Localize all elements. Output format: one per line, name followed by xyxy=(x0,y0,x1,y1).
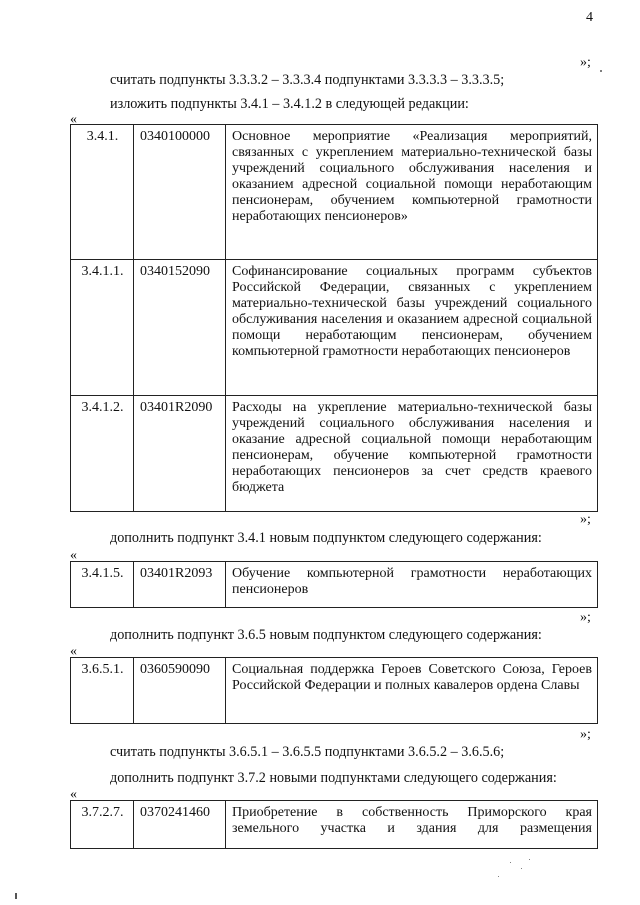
table-row xyxy=(71,801,598,849)
row-kbk: 0340152090 xyxy=(134,260,226,396)
quote-open-4: « xyxy=(70,787,77,802)
quote-close-0: »; xyxy=(580,55,591,70)
page-number: 4 xyxy=(586,10,593,25)
row-code: 3.4.1.2. xyxy=(71,396,134,512)
row-kbk: 0360590090 xyxy=(134,658,226,724)
row-code: 3.4.1.5. xyxy=(71,562,134,608)
row-code: 3.4.1.1. xyxy=(71,260,134,396)
row-kbk: 03401R2093 xyxy=(134,562,226,608)
scan-speck xyxy=(510,862,511,863)
scan-speck xyxy=(521,868,522,869)
paragraph-add-3-6-5: дополнить подпункт 3.6.5 новым подпунктом следующего содержания: xyxy=(110,627,542,643)
row-text: Софинансирование социальных программ субъектов Российской Федерации, связанных с укреплением материально-технической базы учреждений социального обслуживания населения и оказанием адресной социальной помощи неработающим пенсионерам, обучением компьютерной грамотности неработающих пенсионеров xyxy=(226,260,598,396)
paragraph-add-3-4-1: дополнить подпункт 3.4.1 новым подпунктом следующего содержания: xyxy=(110,530,542,546)
row-text: Расходы на укрепление материально-технической базы учреждений социального обслуживания населения и оказание адресной социальной помощи неработающим пенсионерам, обучение компьютерной грамотности неработающих пенсионеров за счет средств краевого бюджета xyxy=(226,396,598,512)
table-row xyxy=(71,125,598,260)
table-row xyxy=(71,260,598,396)
row-code: 3.4.1. xyxy=(71,125,134,260)
table-row xyxy=(71,396,598,512)
row-kbk: 0370241460 xyxy=(134,801,226,849)
row-kbk: 03401R2090 xyxy=(134,396,226,512)
scan-speck xyxy=(15,893,17,899)
paragraph-renumber-3-6-5: считать подпункты 3.6.5.1 – 3.6.5.5 подпунктами 3.6.5.2 – 3.6.5.6; xyxy=(110,744,505,760)
quote-close-3: »; xyxy=(580,727,591,742)
row-code: 3.7.2.7. xyxy=(71,801,134,849)
row-text: Приобретение в собственность Приморского края земельного участка и здания для размещения xyxy=(226,801,598,849)
amendment-table-3-4-1 xyxy=(70,124,598,512)
amendment-table-3-4-1-5 xyxy=(70,561,598,608)
row-text: Основное мероприятие «Реализация мероприятий, связанных с укреплением материально-технической базы учреждений социального обслуживания населения и оказанием адресной социальной помощи неработающим пенсионерам, обучением компьютерной грамотности неработающих пенсионеров» xyxy=(226,125,598,260)
row-code: 3.6.5.1. xyxy=(71,658,134,724)
quote-close-2: »; xyxy=(580,610,591,625)
paragraph-renumber-3-3-3: считать подпункты 3.3.3.2 – 3.3.3.4 подпунктами 3.3.3.3 – 3.3.3.5; xyxy=(110,72,505,88)
table-row xyxy=(71,562,598,608)
quote-open-2: « xyxy=(70,548,77,563)
row-text: Социальная поддержка Героев Советского Союза, Героев Российской Федерации и полных кавалеров ордена Славы xyxy=(226,658,598,724)
row-kbk: 0340100000 xyxy=(134,125,226,260)
amendment-table-3-7-2-7 xyxy=(70,800,598,849)
scan-speck xyxy=(529,859,530,860)
row-text: Обучение компьютерной грамотности неработающих пенсионеров xyxy=(226,562,598,608)
paragraph-add-3-7-2: дополнить подпункт 3.7.2 новыми подпунктами следующего содержания: xyxy=(110,770,557,786)
quote-open-3: « xyxy=(70,644,77,659)
scan-speck xyxy=(600,70,602,72)
table-row xyxy=(71,658,598,724)
quote-open-1: « xyxy=(70,112,77,127)
amendment-table-3-6-5-1 xyxy=(70,657,598,724)
scan-speck xyxy=(498,876,499,877)
quote-close-1: »; xyxy=(580,512,591,527)
paragraph-restate-3-4-1: изложить подпункты 3.4.1 – 3.4.1.2 в следующей редакции: xyxy=(110,96,469,112)
